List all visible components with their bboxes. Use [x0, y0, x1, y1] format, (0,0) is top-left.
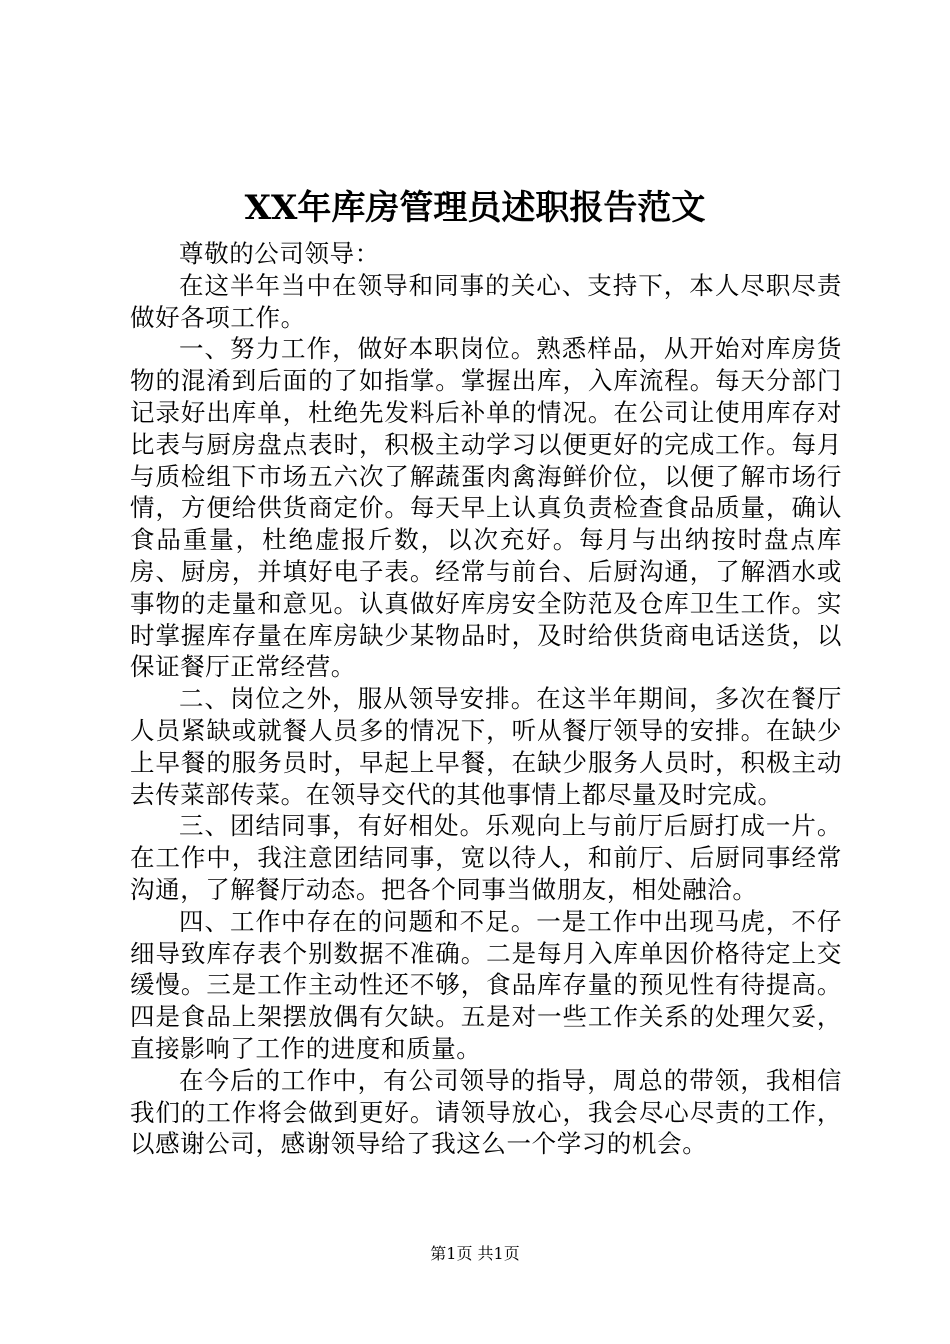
paragraph-section-2: 二、岗位之外，服从领导安排。在这半年期间，多次在餐厅人员紧缺或就餐人员多的情况下，听从餐厅领导的安排。在缺少上早餐的服务员时，早起上早餐，在缺少服务人员时，积极主动去传菜部传菜。在领导交代的其他事情上都尽量及时完成。	[130, 684, 842, 809]
paragraph-closing: 在今后的工作中，有公司领导的指导，周总的带领，我相信我们的工作将会做到更好。请领导放心，我会尽心尽责的工作，以感谢公司，感谢领导给了我这么一个学习的机会。	[130, 1065, 842, 1159]
paragraph-section-4: 四、工作中存在的问题和不足。一是工作中出现马虎，不仔细导致库存表个别数据不准确。二是每月入库单因价格待定上交缓慢。三是工作主动性还不够，食品库存量的预见性有待提高。四是食品上架摆放偶有欠缺。五是对一些工作关系的处理欠妥，直接影响了工作的进度和质量。	[130, 906, 842, 1063]
paragraph-intro: 在这半年当中在领导和同事的关心、支持下，本人尽职尽责做好各项工作。	[130, 270, 842, 332]
document-body	[130, 238, 842, 1160]
page-footer: 第1页 共1页	[430, 1244, 520, 1263]
paragraph-section-3: 三、团结同事，有好相处。乐观向上与前厅后厨打成一片。在工作中，我注意团结同事，宽以待人，和前厅、后厨同事经常沟通，了解餐厅动态。把各个同事当做朋友，相处融洽。	[130, 811, 842, 904]
document-title: XX年库房管理员述职报告范文	[244, 188, 706, 228]
paragraph-section-1: 一、努力工作，做好本职岗位。熟悉样品，从开始对库房货物的混淆到后面的了如指掌。掌握出库，入库流程。每天分部门记录好出库单，杜绝先发料后补单的情况。在公司让使用库存对比表与厨房盘点表时，积极主动学习以便更好的完成工作。每月与质检组下市场五六次了解蔬蛋肉禽海鲜价位，以便了解市场行情，方便给供货商定价。每天早上认真负责检查食品质量，确认食品重量，杜绝虚报斤数，以次充好。每月与出纳按时盘点库房、厨房，并填好电子表。经常与前台、后厨沟通，了解酒水或事物的走量和意见。认真做好库房安全防范及仓库卫生工作。实时掌握库存量在库房缺少某物品时，及时给供货商电话送货，以保证餐厅正常经营。	[130, 334, 842, 682]
salutation: 尊敬的公司领导：	[179, 239, 380, 268]
